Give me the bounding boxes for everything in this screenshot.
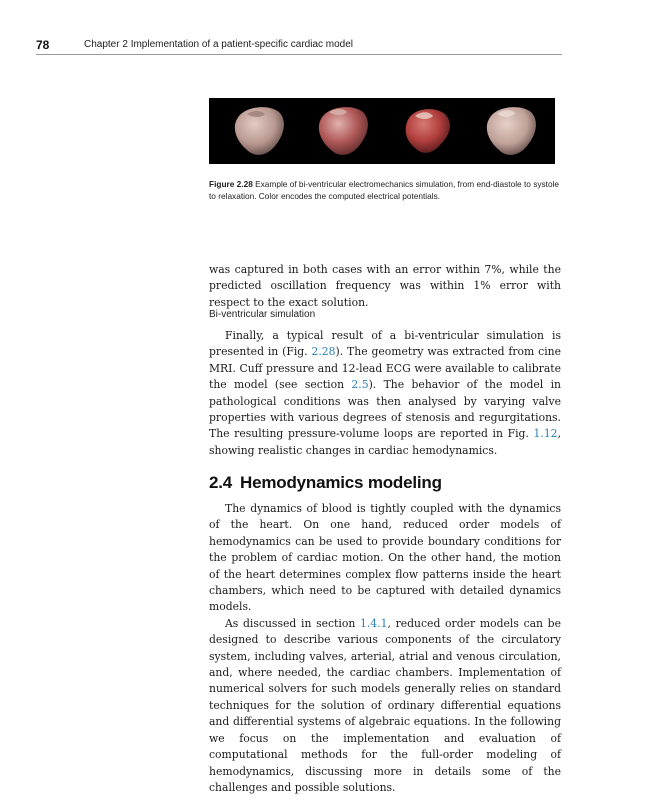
section-paragraph-1: The dynamics of blood is tightly coupled with the dynamics of the heart. On one hand, reduced order models of hemodynamics can be used to provide boundary conditions for the problem of cardiac motion. On the other hand, the motion of the heart determines complex flow patterns inside the heart chambers, which need to be captured with detailed dynamics models. [209, 502, 561, 614]
running-head: Chapter 2 Implementation of a patient-specific cardiac model [84, 39, 354, 50]
paragraph-text: was captured in both cases with an error within 7%, while the predicted oscillation frequency was within 1% error with respect to the exact solution. [209, 263, 561, 309]
text-span: , reduced order models can be designed to describe various components of the circulatory system, including valves, arterial, atrial and venous circulation, and, where needed, the cardiac chambers. Implementation of numerical solvers for such models generally relies on standard techniques for the solution of ordinary differential equations and differential systems of algebraic equations. In the following we focus on the implementation and evaluation of computational methods for the full-order modeling of hemodynamics, discussing more in details some of the challenges and possible solutions. [209, 616, 561, 794]
figure-caption [209, 178, 559, 202]
section-body [209, 501, 561, 796]
heart-image-relaxation [477, 102, 543, 160]
figure-ref-link[interactable]: 1.12 [533, 427, 558, 441]
figure-caption-text: Example of bi-ventricular electromechanics simulation, from end-diastole to systole to relaxation. Color encodes the computed electrical potentials. [209, 179, 560, 201]
text-span: As discussed in section [225, 616, 360, 630]
subsection-heading: Bi-ventricular simulation [209, 309, 316, 320]
text-span: Finally, a typical result of a bi-ventricular simulation is presented in (Fig. [209, 329, 561, 359]
section-ref-link[interactable]: 1.4.1 [360, 616, 388, 630]
subsection-paragraph [209, 328, 561, 459]
text-span: ). The geometry was extracted from cine MRI. Cuff pressure and 12-lead ECG were available to calibrate the model (see section [209, 345, 561, 392]
section-paragraph-2 [209, 616, 561, 796]
figure-ref-link[interactable]: 2.28 [311, 345, 336, 359]
figure-label: Figure 2.28 [209, 179, 253, 189]
section-ref-link[interactable]: 2.5 [351, 378, 369, 392]
heart-image-end-diastole [225, 102, 291, 160]
text-span: , showing realistic changes in cardiac hemodynamics. [209, 427, 561, 457]
page-number: 78 [36, 38, 50, 52]
page-header [36, 38, 562, 55]
text-span: ). The behavior of the model in pathological conditions was then analysed by varying valve properties with various degrees of stenosis and regurgitations. The resulting pressure-volume loops are reported in Fig. [209, 378, 561, 441]
figure-heart-simulation [209, 98, 555, 164]
section-heading [209, 473, 442, 493]
heart-image-early-systole [309, 102, 375, 160]
paragraph-continued [209, 262, 561, 311]
section-number: 2.4 [209, 473, 233, 492]
section-title-text: Hemodynamics modeling [240, 473, 442, 492]
heart-image-systole [393, 102, 459, 160]
